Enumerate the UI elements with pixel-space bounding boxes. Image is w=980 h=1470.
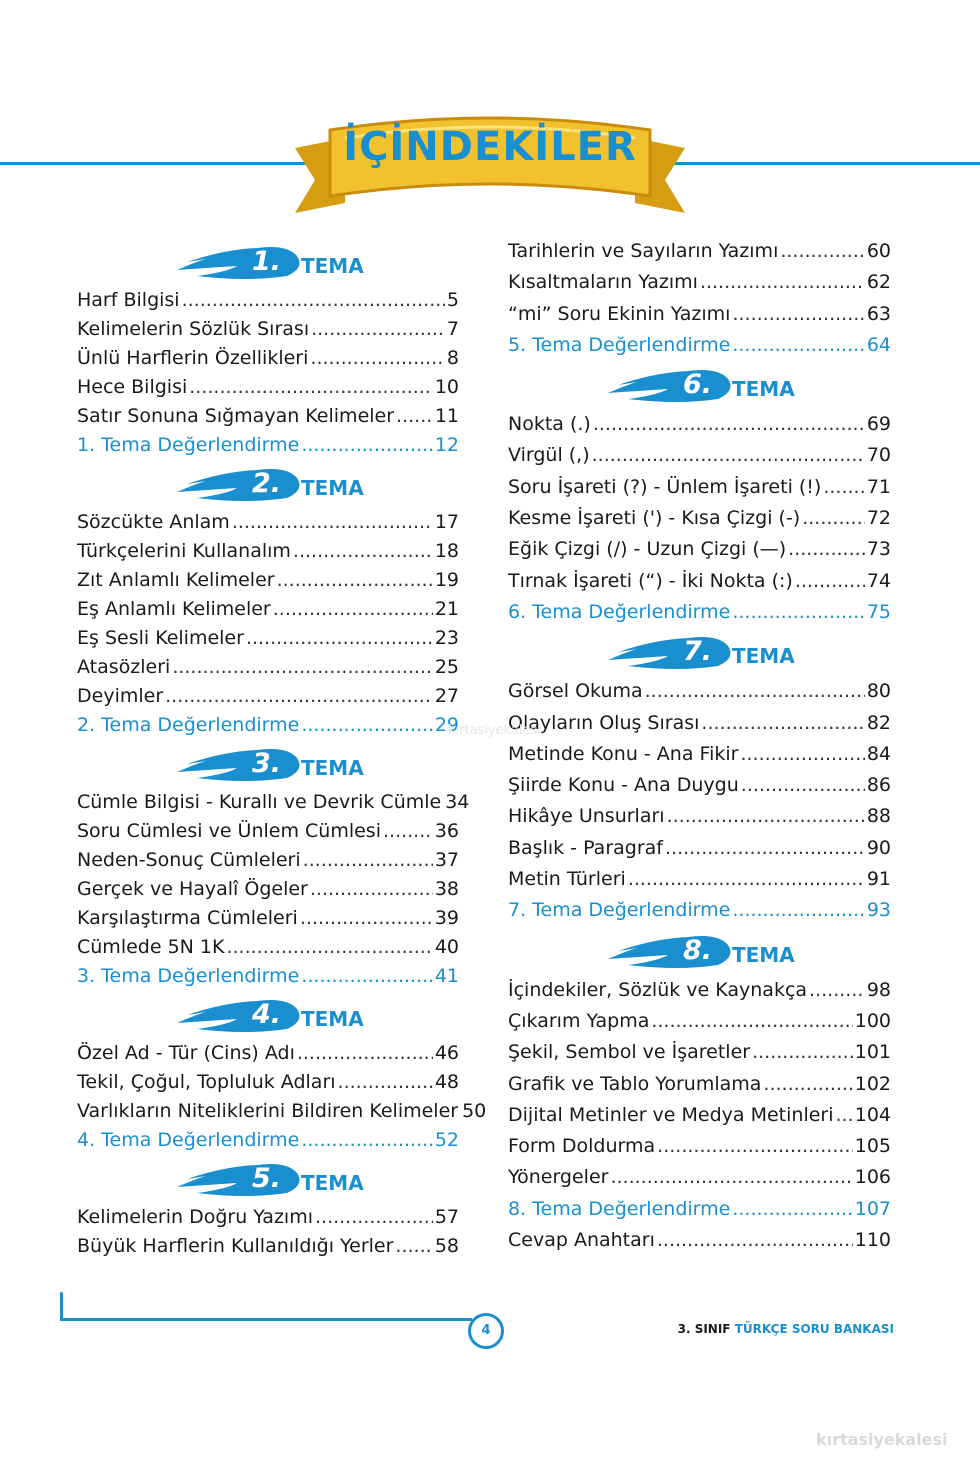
tema-swoosh-icon (177, 995, 307, 1035)
tema-heading (77, 1155, 459, 1203)
tema-label: TEMA (301, 476, 364, 500)
tema-label: TEMA (732, 942, 795, 967)
toc-dot-leader (310, 344, 445, 373)
toc-page-number: 11 (434, 405, 459, 427)
toc-dot-leader (740, 739, 864, 770)
toc-entry-title: 5. Tema Değerlendirme (508, 333, 731, 356)
toc-page-number: 101 (854, 1041, 891, 1064)
tema-swoosh-icon (177, 242, 307, 282)
toc-entry-title: Tekil, Çoğul, Topluluk Adları (77, 1071, 336, 1093)
toc-page-number: 80 (866, 680, 891, 703)
tema-heading (508, 927, 891, 975)
tema-swoosh-icon (608, 632, 738, 672)
toc-page-number: 84 (866, 742, 891, 765)
toc-entry-title: Ünlü Harflerin Özellikleri (77, 347, 309, 369)
toc-entry[interactable] (508, 1100, 891, 1131)
toc-dot-leader (232, 508, 433, 537)
toc-dot-leader (741, 770, 865, 801)
toc-entry-title: Görsel Okuma (508, 680, 643, 703)
toc-entry-title: Neden-Sonuç Cümleleri (77, 849, 301, 871)
toc-entry-title: 6. Tema Değerlendirme (508, 600, 731, 623)
toc-dot-leader (657, 1131, 853, 1162)
toc-page-number: 107 (854, 1197, 891, 1220)
toc-dot-leader (836, 1100, 853, 1131)
toc-dot-leader (293, 537, 433, 566)
toc-page-number: 88 (866, 805, 891, 828)
toc-dot-leader (301, 962, 432, 991)
toc-entry[interactable] (77, 1232, 459, 1261)
toc-dot-leader (657, 1225, 853, 1256)
toc-entry-title: Cümlede 5N 1K (77, 936, 225, 958)
toc-dot-leader (395, 1232, 432, 1261)
toc-page-number: 82 (866, 711, 891, 734)
toc-page-number: 12 (434, 434, 459, 456)
toc-dot-leader (300, 904, 433, 933)
toc-entry-title: Grafik ve Tablo Yorumlama (508, 1072, 762, 1095)
toc-entry[interactable] (508, 864, 891, 895)
toc-dot-leader (165, 682, 433, 711)
toc-entry[interactable] (508, 534, 891, 565)
toc-dot-leader (593, 409, 865, 440)
toc-page-number: 25 (434, 656, 459, 678)
right-column (508, 236, 891, 1256)
toc-dot-leader (310, 875, 433, 904)
toc-entry-title: 2. Tema Değerlendirme (77, 714, 300, 736)
toc-entry[interactable] (508, 236, 891, 267)
toc-dot-leader (315, 1203, 433, 1232)
toc-entry-title: Kelimelerin Sözlük Sırası (77, 318, 310, 340)
toc-entry[interactable] (508, 1037, 891, 1068)
toc-page-number: 93 (866, 899, 891, 922)
toc-dot-leader (809, 975, 865, 1006)
toc-page-number: 110 (854, 1229, 891, 1252)
toc-entry[interactable] (77, 566, 459, 595)
tema-swoosh-icon (177, 1159, 307, 1199)
toc-dot-leader (645, 676, 865, 707)
watermark: kırtasiyekalesi (816, 1430, 948, 1449)
toc-page-number: 5 (446, 289, 459, 311)
toc-entry-title: Soru İşareti (?) - Ünlem İşareti (!) (508, 475, 822, 498)
toc-page-number: 52 (434, 1129, 459, 1151)
toc-entry[interactable] (77, 402, 459, 431)
tema-number: 3. (252, 748, 282, 779)
toc-dot-leader (301, 431, 432, 460)
toc-entry[interactable] (508, 1006, 891, 1037)
toc-page-number: 34 (445, 791, 470, 813)
toc-page-number: 86 (866, 774, 891, 797)
toc-entry[interactable] (77, 817, 459, 846)
toc-entry-title: Kesme İşareti (') - Kısa Çizgi (-) (508, 507, 801, 530)
toc-entry[interactable] (508, 267, 891, 298)
toc-page-number: 90 (866, 836, 891, 859)
toc-dot-leader (338, 1068, 433, 1097)
toc-entry[interactable] (77, 933, 459, 962)
toc-evaluation-entry[interactable] (508, 1194, 891, 1225)
toc-evaluation-entry[interactable] (508, 895, 891, 926)
left-column (77, 238, 487, 1261)
toc-dot-leader (763, 1069, 852, 1100)
toc-dot-leader (788, 534, 865, 565)
toc-page-number: 70 (866, 444, 891, 467)
toc-dot-leader (297, 1039, 433, 1068)
toc-entry-title: Eğik Çizgi (/) - Uzun Çizgi (—) (508, 538, 787, 561)
toc-dot-leader (628, 864, 865, 895)
toc-entry-title: Eş Anlamlı Kelimeler (77, 598, 271, 620)
toc-dot-leader (732, 1194, 852, 1225)
toc-entry[interactable] (508, 1131, 891, 1162)
toc-entry-title: Nokta (.) (508, 413, 591, 436)
toc-entry-title: Türkçelerini Kullanalım (77, 540, 291, 562)
toc-entry-title: Harf Bilgisi (77, 289, 180, 311)
toc-page-number: 48 (434, 1071, 459, 1093)
toc-page-number: 38 (434, 878, 459, 900)
toc-dot-leader (665, 833, 865, 864)
toc-entry-title: 1. Tema Değerlendirme (77, 434, 300, 456)
toc-page-number: 46 (434, 1042, 459, 1064)
toc-entry-title: Cümle Bilgisi - Kurallı ve Devrik Cümle (77, 791, 442, 813)
watermark-center: kırtasiyekalesi (448, 723, 541, 738)
toc-dot-leader (651, 1006, 852, 1037)
toc-page-number: 50 (462, 1100, 487, 1122)
toc-dot-leader (301, 1126, 432, 1155)
toc-evaluation-entry[interactable] (508, 330, 891, 361)
toc-entry-title: Yönergeler (508, 1166, 609, 1189)
toc-page-number: 7 (446, 318, 459, 340)
toc-evaluation-entry[interactable] (508, 597, 891, 628)
toc-page-number: 102 (854, 1072, 891, 1095)
toc-page-number: 105 (854, 1135, 891, 1158)
toc-entry-title: Kelimelerin Doğru Yazımı (77, 1206, 313, 1228)
toc-page-number: 41 (434, 965, 459, 987)
toc-entry[interactable] (508, 676, 891, 707)
toc-entry[interactable] (508, 1069, 891, 1100)
toc-entry[interactable] (508, 503, 891, 534)
toc-dot-leader (277, 566, 433, 595)
toc-entry-title: Tarihlerin ve Sayıların Yazımı (508, 240, 779, 262)
toc-dot-leader (795, 566, 865, 597)
tema-label: TEMA (301, 1007, 364, 1031)
toc-entry[interactable] (77, 1068, 459, 1097)
title-banner (285, 108, 695, 226)
toc-page-number: 75 (866, 600, 891, 623)
toc-entry-title: Tırnak İşareti (“) - İki Nokta (:) (508, 569, 793, 592)
toc-entry-title: Karşılaştırma Cümleleri (77, 907, 298, 929)
toc-entry[interactable] (508, 409, 891, 440)
toc-page-number: 74 (866, 569, 891, 592)
toc-entry[interactable] (77, 344, 459, 373)
toc-page-number: 27 (434, 685, 459, 707)
toc-page-number: 37 (434, 849, 459, 871)
tema-number: 4. (252, 999, 282, 1030)
toc-page-number: 8 (446, 347, 459, 369)
toc-page-number: 36 (434, 820, 459, 842)
toc-page-number: 71 (866, 475, 891, 498)
tema-number: 8. (683, 934, 713, 966)
toc-entry-title: Çıkarım Yapma (508, 1009, 650, 1032)
toc-entry-title: Hece Bilgisi (77, 376, 188, 398)
bottom-divider-line (60, 1318, 472, 1321)
toc-entry-title: Gerçek ve Hayalî Ögeler (77, 878, 308, 900)
toc-entry-title: Sözcükte Anlam (77, 511, 230, 533)
tema-heading (77, 238, 459, 286)
tema-heading (508, 628, 891, 676)
toc-page-number: 62 (866, 271, 891, 294)
toc-entry[interactable] (77, 788, 470, 817)
toc-entry-title: Metinde Konu - Ana Fikir (508, 742, 739, 765)
toc-entry[interactable] (508, 833, 891, 864)
toc-page-number: 72 (866, 507, 891, 530)
toc-entry-title: 7. Tema Değerlendirme (508, 899, 731, 922)
toc-dot-leader (700, 267, 865, 298)
toc-dot-leader (701, 708, 864, 739)
tema-label: TEMA (301, 254, 364, 278)
toc-page-number: 58 (434, 1235, 459, 1257)
toc-dot-leader (732, 895, 864, 926)
footer-book-prefix: 3. SINIF (677, 1322, 731, 1336)
toc-entry[interactable] (77, 286, 459, 315)
toc-page-number: 23 (434, 627, 459, 649)
toc-entry-title: “mi” Soru Ekinin Yazımı (508, 302, 731, 325)
toc-dot-leader (592, 440, 865, 471)
toc-entry-title: İçindekiler, Sözlük ve Kaynakça (508, 978, 808, 1001)
toc-entry-title: Şiirde Konu - Ana Duygu (508, 774, 739, 797)
toc-page-number: 40 (434, 936, 459, 958)
toc-page-number: 106 (854, 1166, 891, 1189)
toc-entry-title: 3. Tema Değerlendirme (77, 965, 300, 987)
toc-dot-leader (189, 373, 433, 402)
toc-entry[interactable] (508, 299, 891, 330)
toc-entry-title: Atasözleri (77, 656, 171, 678)
toc-entry-title: Satır Sonuna Sığmayan Kelimeler (77, 405, 395, 427)
tema-heading (508, 361, 891, 409)
toc-dot-leader (172, 653, 433, 682)
tema-heading (77, 740, 459, 788)
toc-entry[interactable] (508, 739, 891, 770)
toc-entry-title: Zıt Anlamlı Kelimeler (77, 569, 275, 591)
toc-entry-title: 8. Tema Değerlendirme (508, 1197, 731, 1220)
tema-swoosh-icon (177, 744, 307, 784)
toc-dot-leader (396, 402, 433, 431)
footer-book-title (678, 1322, 894, 1336)
tema-swoosh-icon (608, 365, 738, 405)
toc-page-number: 98 (866, 978, 891, 1001)
toc-evaluation-entry[interactable] (77, 962, 459, 991)
toc-entry[interactable] (77, 875, 459, 904)
toc-dot-leader (667, 801, 865, 832)
toc-entry[interactable] (77, 508, 459, 537)
toc-entry-title: Başlık - Paragraf (508, 836, 663, 859)
toc-entry[interactable] (77, 624, 459, 653)
toc-entry-title: Özel Ad - Tür (Cins) Adı (77, 1042, 295, 1064)
tema-number: 5. (252, 1163, 282, 1194)
toc-entry-title: Olayların Oluş Sırası (508, 711, 700, 734)
toc-entry-title: Hikâye Unsurları (508, 805, 665, 828)
toc-dot-leader (311, 315, 445, 344)
toc-dot-leader (752, 1037, 853, 1068)
toc-dot-leader (246, 624, 433, 653)
toc-entry[interactable] (508, 770, 891, 801)
toc-evaluation-entry[interactable] (77, 431, 459, 460)
toc-dot-leader (732, 299, 864, 330)
toc-entry[interactable] (508, 472, 891, 503)
toc-page-number: 39 (434, 907, 459, 929)
page-number-badge: 4 (468, 1313, 504, 1349)
toc-entry[interactable] (508, 975, 891, 1006)
toc-dot-leader (732, 330, 864, 361)
toc-page-number: 19 (434, 569, 459, 591)
toc-entry-title: Form Doldurma (508, 1135, 656, 1158)
toc-page-number: 17 (434, 511, 459, 533)
toc-entry[interactable] (508, 1225, 891, 1256)
footer-book-name: TÜRKÇE SORU BANKASI (734, 1322, 894, 1336)
toc-entry[interactable] (77, 373, 459, 402)
toc-entry-title: Varlıkların Niteliklerini Bildiren Kelimeler (77, 1100, 459, 1122)
bottom-corner-line (60, 1292, 63, 1320)
tema-heading (77, 460, 459, 508)
toc-entry[interactable] (508, 440, 891, 471)
tema-label: TEMA (301, 756, 364, 780)
toc-evaluation-entry[interactable] (77, 711, 459, 740)
toc-dot-leader (610, 1162, 852, 1193)
toc-page-number: 100 (854, 1009, 891, 1032)
toc-page-number: 10 (434, 376, 459, 398)
tema-number: 2. (252, 468, 282, 499)
toc-page-number: 73 (866, 538, 891, 561)
toc-page-number: 60 (866, 240, 891, 262)
tema-number: 7. (683, 636, 713, 668)
toc-dot-leader (802, 503, 865, 534)
toc-entry[interactable] (77, 682, 459, 711)
toc-entry-title: Eş Sesli Kelimeler (77, 627, 244, 649)
toc-entry[interactable] (508, 708, 891, 739)
toc-entry[interactable] (77, 1039, 459, 1068)
toc-dot-leader (303, 846, 433, 875)
tema-label: TEMA (301, 1171, 364, 1195)
toc-dot-leader (273, 595, 433, 624)
tema-number: 1. (252, 246, 282, 277)
toc-page-number: 91 (866, 868, 891, 891)
toc-page-number: 21 (434, 598, 459, 620)
toc-entry[interactable] (77, 595, 459, 624)
tema-heading (77, 991, 459, 1039)
toc-dot-leader (226, 933, 432, 962)
toc-page-number: 64 (866, 333, 891, 356)
toc-entry-title: Kısaltmaların Yazımı (508, 271, 698, 294)
toc-dot-leader (182, 286, 445, 315)
toc-entry-title: 4. Tema Değerlendirme (77, 1129, 300, 1151)
tema-swoosh-icon (177, 464, 307, 504)
toc-dot-leader (383, 817, 433, 846)
tema-label: TEMA (732, 644, 795, 669)
toc-entry-title: Şekil, Sembol ve İşaretler (508, 1041, 751, 1064)
toc-entry-title: Soru Cümlesi ve Ünlem Cümlesi (77, 820, 381, 842)
toc-page-number: 63 (866, 302, 891, 325)
toc-entry[interactable] (508, 801, 891, 832)
toc-dot-leader (780, 236, 864, 267)
page-title: İÇİNDEKİLER (343, 124, 637, 170)
toc-entry[interactable] (77, 904, 459, 933)
toc-dot-leader (732, 597, 864, 628)
toc-entry[interactable] (77, 1097, 487, 1126)
toc-entry[interactable] (77, 537, 459, 566)
toc-entry[interactable] (77, 846, 459, 875)
toc-page-number: 29 (434, 714, 459, 736)
toc-entry[interactable] (77, 315, 459, 344)
toc-entry-title: Metin Türleri (508, 868, 626, 891)
toc-entry-title: Dijital Metinler ve Medya Metinleri (508, 1103, 834, 1126)
tema-label: TEMA (732, 377, 795, 402)
toc-entry[interactable] (508, 1162, 891, 1193)
toc-entry[interactable] (508, 566, 891, 597)
toc-page-number: 69 (866, 413, 891, 436)
toc-dot-leader (823, 472, 864, 503)
toc-page-number: 18 (434, 540, 459, 562)
toc-entry[interactable] (77, 653, 459, 682)
toc-entry[interactable] (77, 1203, 459, 1232)
tema-swoosh-icon (608, 931, 738, 971)
toc-evaluation-entry[interactable] (77, 1126, 459, 1155)
toc-dot-leader (301, 711, 432, 740)
tema-number: 6. (683, 369, 713, 401)
toc-page-number: 57 (434, 1206, 459, 1228)
toc-entry-title: Virgül (,) (508, 444, 590, 467)
toc-entry-title: Deyimler (77, 685, 164, 707)
toc-page-number: 104 (854, 1103, 891, 1126)
toc-entry-title: Cevap Anahtarı (508, 1229, 655, 1252)
toc-entry-title: Büyük Harflerin Kullanıldığı Yerler (77, 1235, 394, 1257)
